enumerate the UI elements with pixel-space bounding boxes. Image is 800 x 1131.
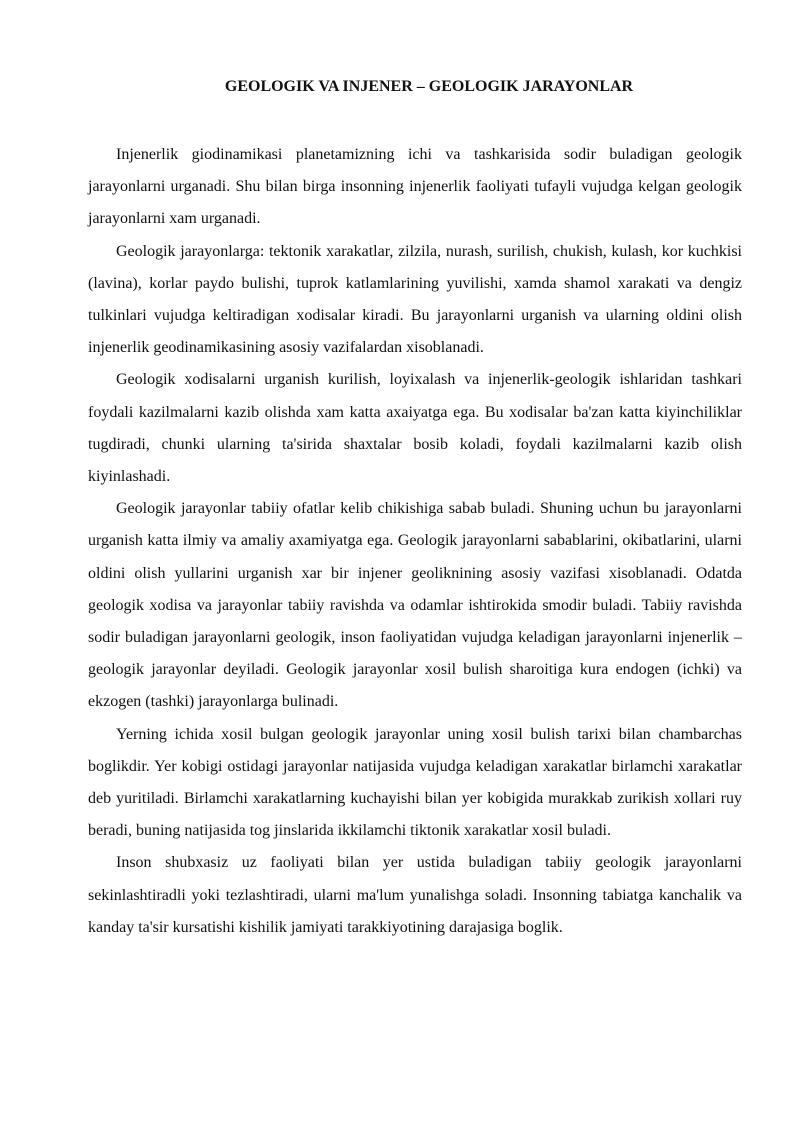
paragraph-2: Geologik jarayonlarga: tektonik xarakatlar, zilzila, nurash, surilish, chukish, kulash, kor kuchkisi (lavina), korlar paydo bulishi, tuprok katlamlarining yuvilishi, xamda shamol xarakati va dengiz tulkinlari vujudga keltiradigan xodisalar kiradi. Bu jarayonlarni urganish va ularning oldini olish injenerlik geodinamikasining asosiy vazifalardan xisoblanadi.	[88, 242, 742, 357]
paragraph-3: Geologik xodisalarni urganish kurilish, loyixalash va injenerlik-geologik ishlaridan tashkari foydali kazilmalarni kazib olishda xam katta axaiyatga ega. Bu xodisalar ba'zan katta kiyinchiliklar tugdiradi, chunki ularning ta'sirida shaxtalar bosib koladi, foydali kazilmalarni kazib olish kiyinlashadi.	[88, 371, 742, 486]
paragraph-6: Inson shubxasiz uz faoliyati bilan yer ustida buladigan tabiiy geologik jarayonlarni sekinlashtiradli yoki tezlashtiradi, ularni ma'lum yunalishga soladi. Insonning tabiatga kanchalik va kanday ta'sir kursatishi kishilik jamiyati tarakkiyotining darajasiga boglik.	[88, 854, 742, 936]
paragraph-5: Yerning ichida xosil bulgan geologik jarayonlar uning xosil bulish tarixi bilan chambarchas boglikdir. Yer kobigi ostidagi jarayonlar natijasida vujudga keladigan xarakatlar birlamchi xarakatlar deb yuritiladi. Birlamchi xarakatlarning kuchayishi bilan yer kobigida murakkab zurikish xollari ruy beradi, buning natijasida tog jinslarida ikkilamchi tiktonik xarakatlar xosil buladi.	[88, 725, 742, 840]
paragraph-1: Injenerlik giodinamikasi planetamizning ichi va tashkarisida sodir buladigan geologik jarayonlarni urganadi. Shu bilan birga insonning injenerlik faoliyati tufayli vujudga kelgan geologik jarayonlarni xam urganadi.	[88, 146, 742, 228]
document-title: GEOLOGIK VA INJENER – GEOLOGIK JARAYONLAR	[224, 78, 634, 95]
document-page	[88, 0, 742, 1131]
document-body	[88, 139, 742, 944]
paragraph-4: Geologik jarayonlar tabiiy ofatlar kelib chikishiga sabab buladi. Shuning uchun bu jarayonlarni urganish katta ilmiy va amaliy axamiyatga ega. Geologik jarayonlarni sabablarini, okibatlarini, ularni oldini olish yullarini urganish xar bir injener geoliknining asosiy vazifasi xisoblanadi. Odatda geologik xodisa va jarayonlar tabiiy ravishda va odamlar ishtirokida smodir buladi. Tabiiy ravishda sodir buladigan jarayonlarni geologik, inson faoliyatidan vujudga keladigan jarayonlarni injenerlik – geologik jarayonlar deyiladi. Geologik jarayonlar xosil bulish sharoitiga kura endogen (ichki) va ekzogen (tashki) jarayonlarga bulinadi.	[88, 500, 742, 711]
